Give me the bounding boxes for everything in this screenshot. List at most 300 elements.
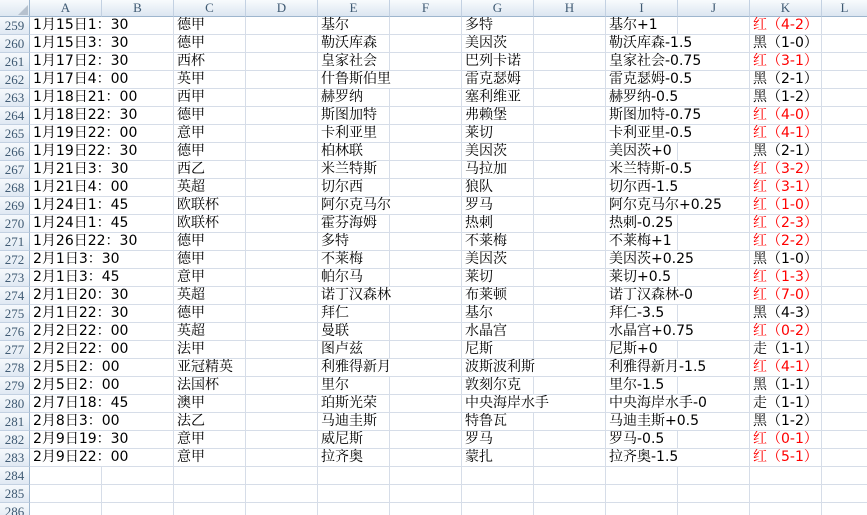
cell[interactable]: [606, 35, 693, 53]
column-header-A[interactable]: A: [30, 0, 102, 17]
cell[interactable]: [174, 71, 246, 89]
cell[interactable]: [822, 125, 867, 143]
cell[interactable]: [318, 53, 390, 71]
column-header-K[interactable]: K: [750, 0, 822, 17]
cell[interactable]: [390, 377, 462, 395]
column-header-B[interactable]: B: [102, 0, 174, 17]
cell[interactable]: [246, 359, 318, 377]
row-header[interactable]: 267: [0, 161, 30, 179]
cell[interactable]: [174, 287, 246, 305]
cell[interactable]: [822, 287, 867, 305]
cell[interactable]: [246, 503, 318, 515]
cell[interactable]: [822, 89, 867, 107]
cell[interactable]: [750, 179, 822, 197]
cell[interactable]: [174, 359, 246, 377]
cell[interactable]: [750, 251, 822, 269]
cell[interactable]: [822, 233, 867, 251]
cell[interactable]: [318, 269, 390, 287]
cell[interactable]: [246, 143, 318, 161]
row-header[interactable]: 285: [0, 485, 30, 503]
cell[interactable]: [606, 503, 678, 515]
cell[interactable]: [462, 215, 534, 233]
row-header[interactable]: 261: [0, 53, 30, 71]
row-header[interactable]: 270: [0, 215, 30, 233]
cell[interactable]: [390, 161, 462, 179]
row-header[interactable]: 262: [0, 71, 30, 89]
row-header[interactable]: 277: [0, 341, 30, 359]
cell[interactable]: [822, 179, 867, 197]
cell[interactable]: [750, 107, 822, 125]
cell[interactable]: [534, 287, 606, 305]
cell[interactable]: [750, 467, 822, 485]
cell[interactable]: [174, 215, 246, 233]
cell[interactable]: [174, 161, 246, 179]
cell[interactable]: [822, 485, 867, 503]
cell[interactable]: [30, 305, 129, 323]
cell[interactable]: [750, 449, 822, 467]
cell[interactable]: [318, 17, 390, 35]
cell[interactable]: [606, 89, 678, 107]
cell[interactable]: [750, 341, 822, 359]
cell[interactable]: [390, 395, 462, 413]
cell[interactable]: [30, 359, 120, 377]
cell[interactable]: [462, 107, 534, 125]
cell[interactable]: [462, 269, 534, 287]
cell[interactable]: [606, 71, 693, 89]
cell[interactable]: [318, 341, 390, 359]
cell[interactable]: [102, 503, 174, 515]
cell[interactable]: [174, 179, 246, 197]
cell[interactable]: [318, 449, 390, 467]
cell[interactable]: [534, 377, 606, 395]
cell[interactable]: [462, 341, 534, 359]
row-header[interactable]: 266: [0, 143, 30, 161]
row-header[interactable]: 264: [0, 107, 30, 125]
cell[interactable]: [534, 359, 606, 377]
cell[interactable]: [534, 449, 606, 467]
cell[interactable]: [822, 305, 867, 323]
cell[interactable]: [318, 215, 390, 233]
column-header-L[interactable]: L: [822, 0, 867, 17]
cell[interactable]: [246, 71, 318, 89]
cell[interactable]: [750, 161, 822, 179]
cell[interactable]: [390, 251, 462, 269]
cell[interactable]: [534, 503, 606, 515]
cell[interactable]: [318, 107, 390, 125]
cell[interactable]: [30, 125, 138, 143]
cell[interactable]: [246, 467, 318, 485]
cell[interactable]: [30, 143, 138, 161]
cell[interactable]: [30, 53, 129, 71]
cell[interactable]: [30, 179, 129, 197]
cell[interactable]: [678, 269, 750, 287]
cell[interactable]: [822, 269, 867, 287]
cell[interactable]: [606, 395, 707, 413]
cell[interactable]: [390, 215, 462, 233]
cell[interactable]: [678, 143, 750, 161]
cell[interactable]: [534, 107, 606, 125]
cell[interactable]: [174, 17, 246, 35]
cell[interactable]: [822, 449, 867, 467]
row-header[interactable]: 284: [0, 467, 30, 485]
cell[interactable]: [174, 125, 246, 143]
row-header[interactable]: 275: [0, 305, 30, 323]
cell[interactable]: [30, 161, 129, 179]
cell[interactable]: [102, 485, 174, 503]
cell[interactable]: [174, 413, 246, 431]
cell[interactable]: [462, 125, 534, 143]
cell[interactable]: [318, 395, 390, 413]
cell[interactable]: [174, 53, 246, 71]
cell[interactable]: [462, 251, 534, 269]
cell[interactable]: [390, 35, 462, 53]
cell[interactable]: [534, 215, 606, 233]
cell[interactable]: [174, 251, 246, 269]
row-header[interactable]: 259: [0, 17, 30, 35]
cell[interactable]: [318, 71, 390, 89]
row-header[interactable]: 272: [0, 251, 30, 269]
cell[interactable]: [606, 143, 678, 161]
cell[interactable]: [822, 467, 867, 485]
cell[interactable]: [606, 53, 702, 71]
cell[interactable]: [318, 89, 390, 107]
cell[interactable]: [390, 53, 462, 71]
cell[interactable]: [750, 17, 822, 35]
cell[interactable]: [246, 377, 318, 395]
cell[interactable]: [30, 197, 129, 215]
cell[interactable]: [750, 71, 822, 89]
cell[interactable]: [606, 377, 678, 395]
cell[interactable]: [534, 197, 606, 215]
cell[interactable]: [246, 323, 318, 341]
cell[interactable]: [174, 107, 246, 125]
cell[interactable]: [534, 323, 606, 341]
cell[interactable]: [750, 503, 822, 515]
cell[interactable]: [462, 197, 534, 215]
column-header-H[interactable]: H: [534, 0, 606, 17]
cell[interactable]: [534, 341, 606, 359]
cell[interactable]: [606, 485, 678, 503]
cell[interactable]: [30, 431, 129, 449]
column-header-I[interactable]: I: [606, 0, 678, 17]
cell[interactable]: [174, 35, 246, 53]
cell[interactable]: [174, 197, 246, 215]
cell[interactable]: [318, 179, 390, 197]
cell[interactable]: [606, 467, 678, 485]
cell[interactable]: [534, 251, 606, 269]
cell[interactable]: [678, 233, 750, 251]
cell[interactable]: [174, 449, 246, 467]
cell[interactable]: [534, 143, 606, 161]
cell[interactable]: [30, 485, 102, 503]
cell[interactable]: [318, 323, 390, 341]
cell[interactable]: [390, 233, 462, 251]
cell[interactable]: [30, 413, 120, 431]
cell[interactable]: [390, 107, 462, 125]
cell[interactable]: [390, 341, 462, 359]
cell[interactable]: [822, 197, 867, 215]
cell[interactable]: [174, 485, 246, 503]
cell[interactable]: [822, 341, 867, 359]
cell[interactable]: [30, 107, 138, 125]
cell[interactable]: [750, 395, 822, 413]
cell[interactable]: [174, 467, 246, 485]
cell[interactable]: [318, 467, 390, 485]
cell[interactable]: [318, 287, 390, 305]
cell[interactable]: [246, 107, 318, 125]
cell[interactable]: [390, 323, 462, 341]
select-all-corner[interactable]: [0, 0, 30, 17]
cell[interactable]: [318, 161, 390, 179]
cell[interactable]: [318, 233, 390, 251]
cell[interactable]: [462, 305, 534, 323]
cell[interactable]: [534, 485, 606, 503]
cell[interactable]: [462, 449, 534, 467]
cell[interactable]: [750, 377, 822, 395]
cell[interactable]: [462, 17, 534, 35]
cell[interactable]: [606, 341, 678, 359]
cell[interactable]: [318, 143, 390, 161]
cell[interactable]: [750, 359, 822, 377]
cell[interactable]: [534, 71, 606, 89]
row-header[interactable]: 276: [0, 323, 30, 341]
cell[interactable]: [174, 377, 246, 395]
cell[interactable]: [534, 269, 606, 287]
cell[interactable]: [30, 395, 129, 413]
cell[interactable]: [246, 179, 318, 197]
cell[interactable]: [462, 377, 534, 395]
cell[interactable]: [246, 449, 318, 467]
cell[interactable]: [534, 179, 606, 197]
row-header[interactable]: 273: [0, 269, 30, 287]
cell[interactable]: [750, 269, 822, 287]
cell[interactable]: [390, 503, 462, 515]
row-header[interactable]: 278: [0, 359, 30, 377]
row-header[interactable]: 268: [0, 179, 30, 197]
cell[interactable]: [30, 323, 129, 341]
cell[interactable]: [246, 125, 318, 143]
cell[interactable]: [246, 305, 318, 323]
cell[interactable]: [750, 413, 822, 431]
cell[interactable]: [822, 413, 867, 431]
cell[interactable]: [246, 17, 318, 35]
cell[interactable]: [750, 323, 822, 341]
cell[interactable]: [534, 17, 606, 35]
row-header[interactable]: 279: [0, 377, 30, 395]
cell[interactable]: [822, 161, 867, 179]
cell[interactable]: [246, 269, 318, 287]
cell[interactable]: [390, 17, 462, 35]
cell[interactable]: [678, 485, 750, 503]
cell[interactable]: [318, 503, 390, 515]
cell[interactable]: [534, 431, 606, 449]
cell[interactable]: [318, 413, 390, 431]
cell[interactable]: [678, 341, 750, 359]
row-header[interactable]: 271: [0, 233, 30, 251]
cell[interactable]: [390, 197, 462, 215]
cell[interactable]: [462, 323, 534, 341]
cell[interactable]: [534, 53, 606, 71]
cell[interactable]: [534, 233, 606, 251]
cell[interactable]: [30, 269, 120, 287]
cell[interactable]: [246, 287, 318, 305]
cell[interactable]: [606, 449, 678, 467]
cell[interactable]: [750, 197, 822, 215]
cell[interactable]: [318, 125, 390, 143]
cell[interactable]: [678, 17, 750, 35]
cell[interactable]: [30, 35, 129, 53]
cell[interactable]: [606, 413, 699, 431]
cell[interactable]: [246, 53, 318, 71]
cell[interactable]: [462, 359, 534, 377]
cell[interactable]: [390, 89, 462, 107]
cell[interactable]: [606, 197, 722, 215]
cell[interactable]: [246, 431, 318, 449]
cell[interactable]: [750, 89, 822, 107]
cell[interactable]: [678, 305, 750, 323]
cell[interactable]: [390, 305, 462, 323]
cell[interactable]: [390, 71, 462, 89]
cell[interactable]: [246, 215, 318, 233]
cell[interactable]: [102, 467, 174, 485]
cell[interactable]: [30, 71, 129, 89]
cell[interactable]: [822, 395, 867, 413]
cell[interactable]: [174, 89, 246, 107]
cell[interactable]: [750, 35, 822, 53]
cell[interactable]: [174, 341, 246, 359]
cell[interactable]: [606, 107, 702, 125]
cell[interactable]: [318, 431, 390, 449]
row-header[interactable]: 260: [0, 35, 30, 53]
cell[interactable]: [30, 449, 129, 467]
cell[interactable]: [318, 485, 390, 503]
column-header-J[interactable]: J: [678, 0, 750, 17]
cell[interactable]: [534, 125, 606, 143]
column-header-F[interactable]: F: [390, 0, 462, 17]
cell[interactable]: [174, 269, 246, 287]
cell[interactable]: [246, 233, 318, 251]
cell[interactable]: [318, 377, 390, 395]
cell[interactable]: [750, 431, 822, 449]
cell[interactable]: [462, 287, 534, 305]
cell[interactable]: [390, 449, 462, 467]
cell[interactable]: [30, 341, 129, 359]
column-header-D[interactable]: D: [246, 0, 318, 17]
cell[interactable]: [462, 413, 534, 431]
cell[interactable]: [174, 143, 246, 161]
cell[interactable]: [462, 89, 534, 107]
row-header[interactable]: 282: [0, 431, 30, 449]
cell[interactable]: [606, 359, 707, 377]
cell[interactable]: [822, 143, 867, 161]
cell[interactable]: [678, 431, 750, 449]
cell[interactable]: [534, 305, 606, 323]
cell[interactable]: [606, 233, 678, 251]
cell[interactable]: [822, 71, 867, 89]
cell[interactable]: [606, 431, 678, 449]
cell[interactable]: [750, 215, 822, 233]
row-header[interactable]: 286: [0, 503, 30, 515]
cell[interactable]: [390, 485, 462, 503]
cell[interactable]: [678, 89, 750, 107]
cell[interactable]: [30, 215, 129, 233]
cell[interactable]: [30, 233, 138, 251]
cell[interactable]: [30, 287, 129, 305]
cell[interactable]: [750, 287, 822, 305]
cell[interactable]: [750, 305, 822, 323]
cell[interactable]: [678, 503, 750, 515]
cell[interactable]: [534, 413, 606, 431]
cell[interactable]: [462, 143, 534, 161]
cell[interactable]: [390, 143, 462, 161]
cell[interactable]: [534, 89, 606, 107]
cell[interactable]: [822, 377, 867, 395]
column-header-E[interactable]: E: [318, 0, 390, 17]
cell[interactable]: [246, 485, 318, 503]
cell[interactable]: [246, 35, 318, 53]
cell[interactable]: [678, 179, 750, 197]
column-header-G[interactable]: G: [462, 0, 534, 17]
cell[interactable]: [30, 503, 102, 515]
cell[interactable]: [606, 251, 694, 269]
cell[interactable]: [678, 467, 750, 485]
cell[interactable]: [534, 467, 606, 485]
cell[interactable]: [318, 359, 390, 377]
cell[interactable]: [822, 359, 867, 377]
cell[interactable]: [318, 251, 390, 269]
cell[interactable]: [750, 233, 822, 251]
cell[interactable]: [174, 503, 246, 515]
cell[interactable]: [318, 305, 390, 323]
cell[interactable]: [750, 53, 822, 71]
cell[interactable]: [462, 71, 534, 89]
cell[interactable]: [606, 215, 678, 233]
cell[interactable]: [822, 53, 867, 71]
cell[interactable]: [462, 179, 534, 197]
row-header[interactable]: 269: [0, 197, 30, 215]
cell[interactable]: [462, 35, 534, 53]
cell[interactable]: [606, 305, 678, 323]
cell[interactable]: [822, 35, 867, 53]
cell[interactable]: [462, 161, 534, 179]
cell[interactable]: [462, 467, 534, 485]
cell[interactable]: [822, 503, 867, 515]
cell[interactable]: [822, 107, 867, 125]
cell[interactable]: [606, 161, 693, 179]
cell[interactable]: [246, 89, 318, 107]
cell[interactable]: [390, 125, 462, 143]
cell[interactable]: [462, 395, 549, 413]
cell[interactable]: [678, 377, 750, 395]
column-header-C[interactable]: C: [174, 0, 246, 17]
cell[interactable]: [390, 467, 462, 485]
cell[interactable]: [174, 431, 246, 449]
cell[interactable]: [390, 359, 462, 377]
cell[interactable]: [30, 377, 120, 395]
cell[interactable]: [30, 467, 102, 485]
cell[interactable]: [390, 413, 462, 431]
cell[interactable]: [822, 251, 867, 269]
cell[interactable]: [318, 197, 390, 215]
cell[interactable]: [534, 161, 606, 179]
cell[interactable]: [822, 17, 867, 35]
cell[interactable]: [822, 215, 867, 233]
cell[interactable]: [462, 503, 534, 515]
cell[interactable]: [606, 125, 693, 143]
cell[interactable]: [174, 323, 246, 341]
cell[interactable]: [534, 35, 606, 53]
row-header[interactable]: 263: [0, 89, 30, 107]
